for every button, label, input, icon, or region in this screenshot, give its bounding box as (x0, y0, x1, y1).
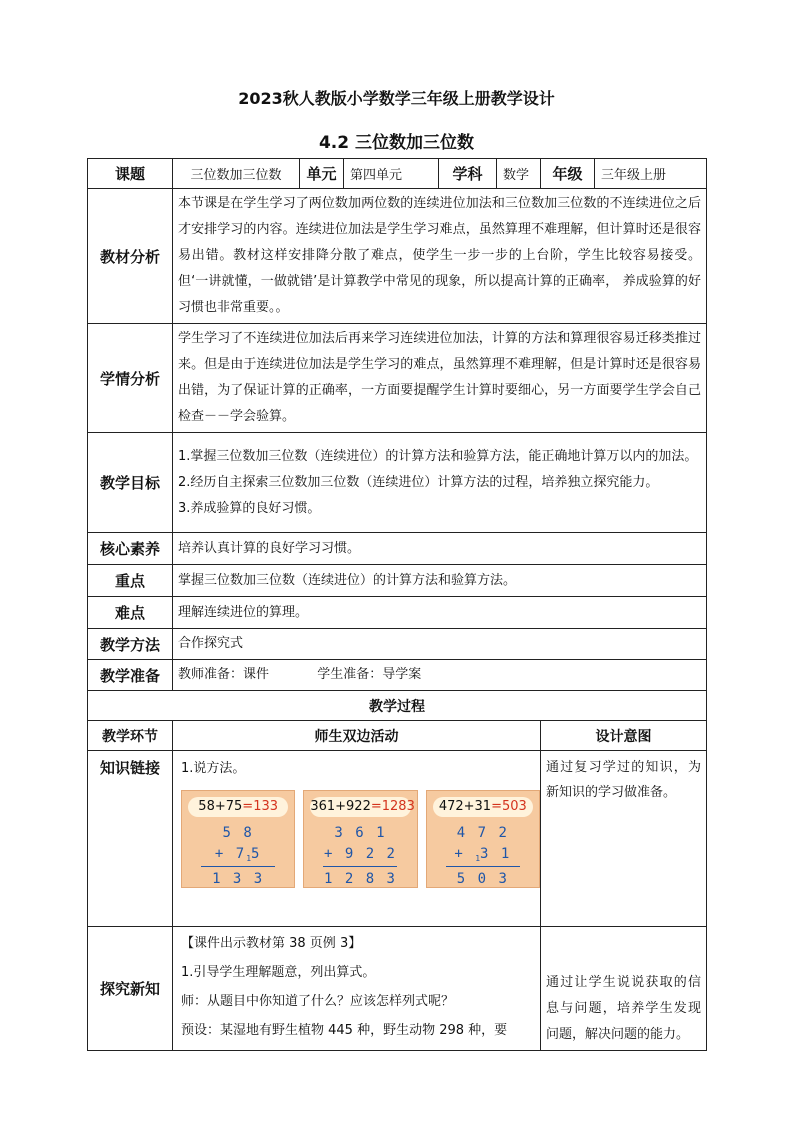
goals-row (88, 433, 707, 533)
grade-value: 三年级上册 (595, 159, 707, 189)
explore-row (88, 927, 707, 1051)
explore-stage: 探究新知 (88, 927, 173, 1051)
material-label: 教材分析 (88, 189, 173, 324)
sum-line (323, 866, 397, 867)
difficulty-label: 难点 (88, 597, 173, 629)
sum-line (201, 866, 275, 867)
equation-equals: = (491, 799, 502, 814)
review-card (303, 790, 417, 888)
topic-value: 三位数加三位数 (173, 159, 300, 189)
link-intent: 通过复习学过的知识，为新知识的学习做准备。 (541, 751, 707, 927)
difficulty-row (88, 597, 707, 629)
goals-label: 教学目标 (88, 433, 173, 533)
goal-item: 2.经历自主探索三位数加三位数（连续进位）计算方法的过程，培养独立探究能力。 (178, 474, 659, 490)
col-activity: 师生双边活动 (173, 721, 541, 751)
student-text: 学生学习了不连续进位加法后再来学习连续进位加法，计算的方法和算理很容易迁移类推过来。但是由于连续进位加法是学生学习的难点，虽然算理不难理解，但是计算时还是很容易出错，为了保证计算的正确率，一方面要提醒学生计算时要细心，另一方面要学生学会自己检查－－学会验算。 (173, 324, 707, 433)
prep-row (88, 660, 707, 691)
material-row (88, 189, 707, 324)
explore-line: 【课件出示教材第 38 页例 3】 (181, 936, 362, 951)
topic-label: 课题 (88, 159, 173, 189)
unit-value: 第四单元 (344, 159, 439, 189)
equation-pill (188, 797, 288, 817)
plus-sign: + (454, 846, 465, 862)
key-text: 掌握三位数加三位数（连续进位）的计算方法和验算方法。 (173, 565, 707, 597)
addend-digits: 7 (235, 846, 247, 862)
vertical-addition (304, 823, 416, 890)
plus-sign: + (214, 846, 226, 862)
prep-label: 教学准备 (88, 660, 173, 691)
core-label: 核心素养 (88, 533, 173, 565)
process-heading-row (88, 691, 707, 721)
student-row (88, 324, 707, 433)
equation-expression: 58+75 (198, 799, 243, 814)
goal-item: 1.掌握三位数加三位数（连续进位）的计算方法和验算方法，能正确地计算万以内的加法。 (178, 448, 698, 464)
review-cards (173, 776, 540, 888)
addend-digits: 5 (251, 846, 262, 862)
teacher-prep: 教师准备：课件 (178, 667, 270, 682)
student-label: 学情分析 (88, 324, 173, 433)
goal-item: 3.养成验算的良好习惯。 (178, 500, 321, 516)
method-row (88, 629, 707, 660)
review-card (181, 790, 295, 888)
col-intent: 设计意图 (541, 721, 707, 751)
link-activity (173, 751, 541, 927)
sum-digits: 1 2 8 3 (323, 871, 397, 887)
equation-result: 1283 (381, 799, 415, 814)
method-label: 教学方法 (88, 629, 173, 660)
difficulty-text: 理解连续进位的算理。 (173, 597, 707, 629)
addend-bottom (304, 844, 416, 865)
process-heading: 教学过程 (88, 691, 707, 721)
equation-result: 503 (501, 799, 527, 814)
equation-result: 133 (253, 799, 279, 814)
addend-bottom (427, 844, 539, 865)
equation-pill (433, 797, 533, 817)
core-text: 培养认真计算的良好学习习惯。 (173, 533, 707, 565)
material-text: 本节课是在学生学习了两位数加两位数的连续进位加法和三位数加三位数的不连续进位之后才安排学习的内容。连续进位加法是学生学习难点，虽然算理不难理解，但计算时还是很容易出错。教材这样安排降分散了难点，使学生一步一步的上台阶，学生比较容易接受。但‘一讲就懂，一做就错’是计算教学中常见的现象，所以提高计算的正确率， 养成验算的好习惯也非常重要。。 (173, 189, 707, 324)
sum-digits: 1 3 3 (212, 871, 265, 887)
explore-line: 师：从题目中你知道了什么？应该怎样列式呢？ (181, 994, 455, 1009)
equation-equals: = (370, 799, 382, 814)
explore-line: 1.引导学生理解题意，列出算式。 (181, 965, 376, 980)
prep-cell (173, 660, 707, 691)
grade-label: 年级 (541, 159, 595, 189)
subject-value: 数学 (497, 159, 541, 189)
sum-digits: 5 0 3 (456, 871, 509, 887)
equation-expression: 472+31 (438, 799, 492, 814)
link-row (88, 751, 707, 927)
carry-mark: 1 (246, 854, 252, 863)
addend-top: 3 6 1 (334, 825, 387, 841)
explore-intent: 通过让学生说说获取的信息与问题，培养学生发现问题，解决问题的能力。 (541, 927, 707, 1051)
core-row (88, 533, 707, 565)
key-label: 重点 (88, 565, 173, 597)
carry-mark: 1 (475, 854, 481, 863)
student-prep: 学生准备：导学案 (317, 667, 422, 682)
document-title: 2023秋人教版小学数学三年级上册教学设计 (238, 89, 555, 108)
goals-cell (173, 433, 707, 533)
col-stage: 教学环节 (88, 721, 173, 751)
addend-bottom (182, 844, 294, 865)
lesson-plan-table (87, 158, 707, 1051)
vertical-addition (427, 823, 539, 890)
process-columns-row (88, 721, 707, 751)
review-card (426, 790, 540, 888)
equation-expression: 361+922 (310, 799, 371, 814)
addend-digits: 3 1 (480, 846, 512, 862)
addend-top: 5 8 (222, 825, 254, 841)
addend-digits: 9 2 2 (344, 846, 397, 862)
lesson-title: 4.2 三位数加三位数 (318, 133, 475, 153)
vertical-addition (182, 823, 294, 890)
key-row (88, 565, 707, 597)
equation-equals: = (242, 799, 254, 814)
plus-sign: + (323, 846, 335, 862)
explore-activity (173, 927, 541, 1051)
addend-top: 4 7 2 (456, 825, 509, 841)
equation-pill (310, 797, 415, 817)
header-row (88, 159, 707, 189)
subject-label: 学科 (439, 159, 497, 189)
method-text: 合作探究式 (173, 629, 707, 660)
unit-label: 单元 (300, 159, 344, 189)
explore-line: 预设：某湿地有野生植物 445 种，野生动物 298 种，要 (181, 1023, 508, 1038)
link-stage: 知识链接 (88, 751, 173, 927)
sum-line (446, 866, 520, 867)
link-step: 1.说方法。 (181, 761, 246, 776)
